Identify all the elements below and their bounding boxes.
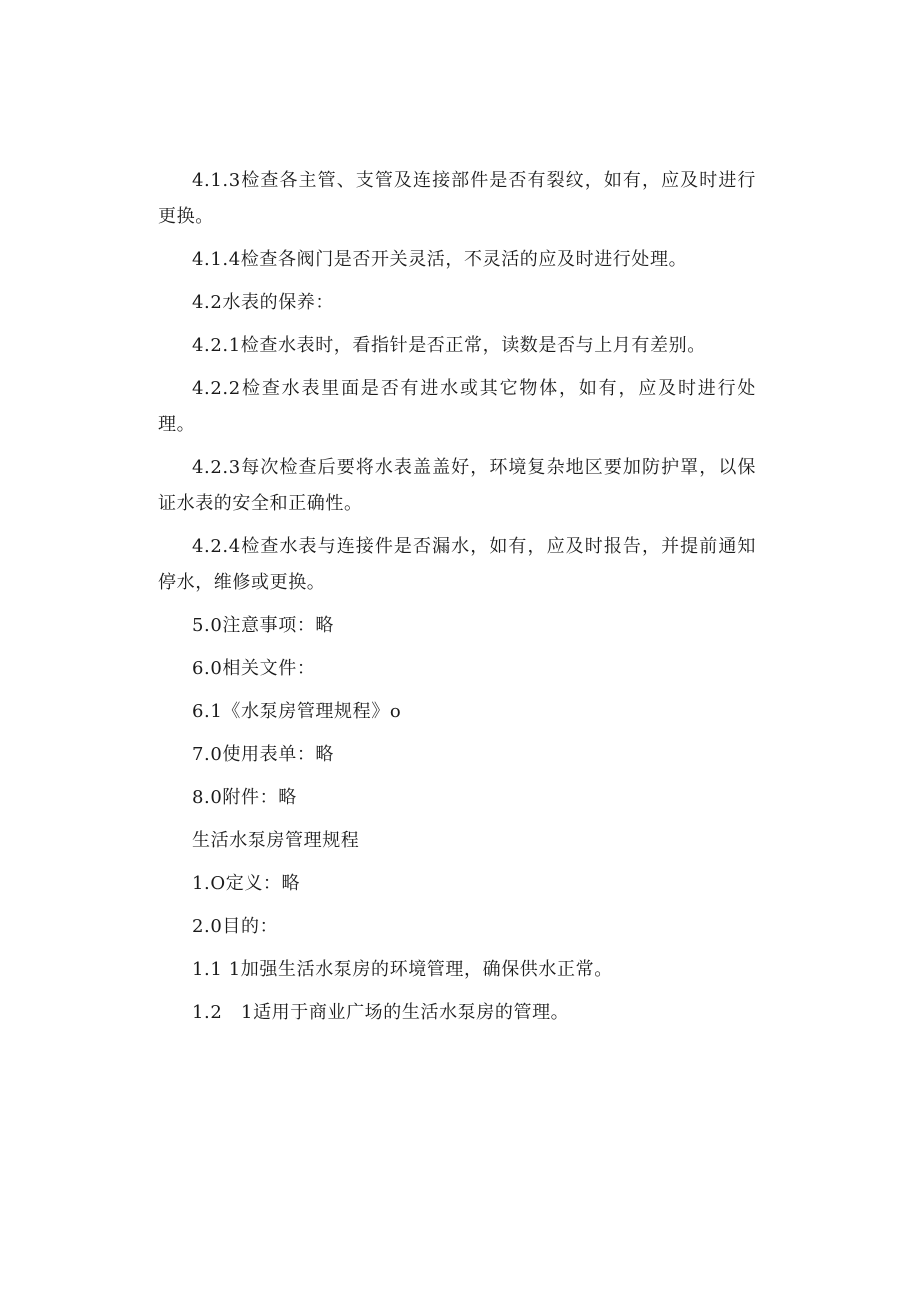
section-heading-5-0: 5.0注意事项：略	[192, 615, 335, 636]
paragraph-4-2-4: 4.2.4检查水表与连接件是否漏水，如有，应及时报告，并提前通知停水，维修或更换。	[158, 536, 756, 593]
paragraph-4-2-1: 4.2.1检查水表时，看指针是否正常，读数是否与上月有差别。	[192, 335, 706, 356]
paragraph-1-1: 1.1 1加强生活水泵房的环境管理，确保供水正常。	[192, 959, 613, 980]
section-heading-8-0: 8.0附件：略	[192, 787, 297, 808]
section-heading-7-0: 7.0使用表单：略	[192, 744, 335, 765]
paragraph-6-1: 6.1《水泵房管理规程》o	[192, 701, 402, 722]
paragraph-4-2-3: 4.2.3每次检查后要将水表盖盖好，环境复杂地区要加防护罩，以保证水表的安全和正确性。	[158, 457, 756, 514]
paragraph-4-1-3: 4.1.3检查各主管、支管及连接部件是否有裂纹，如有，应及时进行更换。	[158, 170, 756, 227]
section-heading-1-0: 1.O定义：略	[192, 873, 301, 894]
section-heading-4-2: 4.2水表的保养：	[192, 292, 335, 313]
document-subtitle: 生活水泵房管理规程	[192, 830, 360, 851]
paragraph-4-1-4: 4.1.4检查各阀门是否开关灵活，不灵活的应及时进行处理。	[192, 249, 688, 270]
paragraph-1-2: 1.2 1适用于商业广场的生活水泵房的管理。	[192, 1002, 570, 1023]
section-heading-2-0: 2.0目的：	[192, 916, 279, 937]
section-heading-6-0: 6.0相关文件：	[192, 658, 316, 679]
document-body	[158, 163, 756, 1038]
paragraph-4-2-2: 4.2.2检查水表里面是否有进水或其它物体，如有，应及时进行处理。	[158, 378, 756, 435]
